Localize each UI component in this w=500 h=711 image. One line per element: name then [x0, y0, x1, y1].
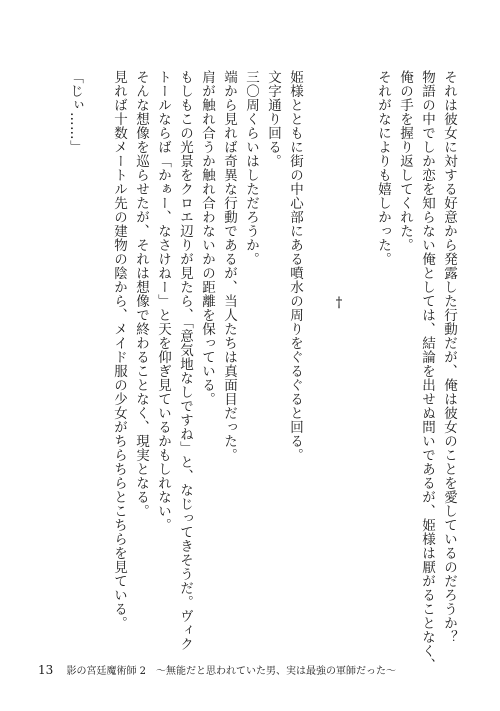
page-footer: [38, 662, 396, 677]
book-title: 影の宮廷魔術師 2 ～無能だと思われていた男、実は最強の軍師だった～: [66, 666, 397, 677]
text-line: 「じぃ……」: [67, 70, 83, 154]
text-line: 肩が触れ合うか触れ合わないかの距離を保っている。: [199, 70, 215, 406]
text-line: それは彼女に対する好意から発露した行動だが、俺は彼女のことを愛しているのだろうか？: [441, 70, 457, 644]
text-line: 俺の手を握り返してくれた。: [397, 70, 413, 252]
text-line: そんな想像を巡らせたが、それは想像で終わることなく、現実となる。: [133, 70, 149, 518]
text-line: 見れば十数メートル先の建物の陰から、メイド服の少女がちらちらとこちらを見ている。: [111, 70, 127, 630]
text-line: もしもこの光景をクロエ辺りが見たら、「意気地なしですね」と、なじってきそうだ。ヴィク: [177, 70, 193, 652]
text-line: トールならば「かぁー、なさけねー」と天を仰ぎ見ているかもしれない。: [155, 70, 171, 532]
blank-line: [350, 70, 372, 655]
section-break-dagger: †: [331, 295, 347, 312]
page-number: 13: [38, 663, 54, 677]
blank-line: [306, 70, 328, 655]
blank-line: [86, 70, 108, 655]
text-line: 姫様とともに街の中心部にある噴水の周りをぐるぐると回る。: [287, 70, 303, 462]
text-line: 物語の中でしか恋を知らない俺としては、結論を出せぬ問いであるが、姫様は厭がることなく、: [419, 70, 435, 672]
text-line: 三〇周くらいはしただろうか。: [243, 70, 259, 266]
text-line: 文字通り回る。: [265, 70, 281, 168]
text-line: それがなによりも嬉しかった。: [375, 70, 391, 266]
text-line: 端から見れば奇異な行動であるが、当人たちは真面目だった。: [221, 70, 237, 462]
